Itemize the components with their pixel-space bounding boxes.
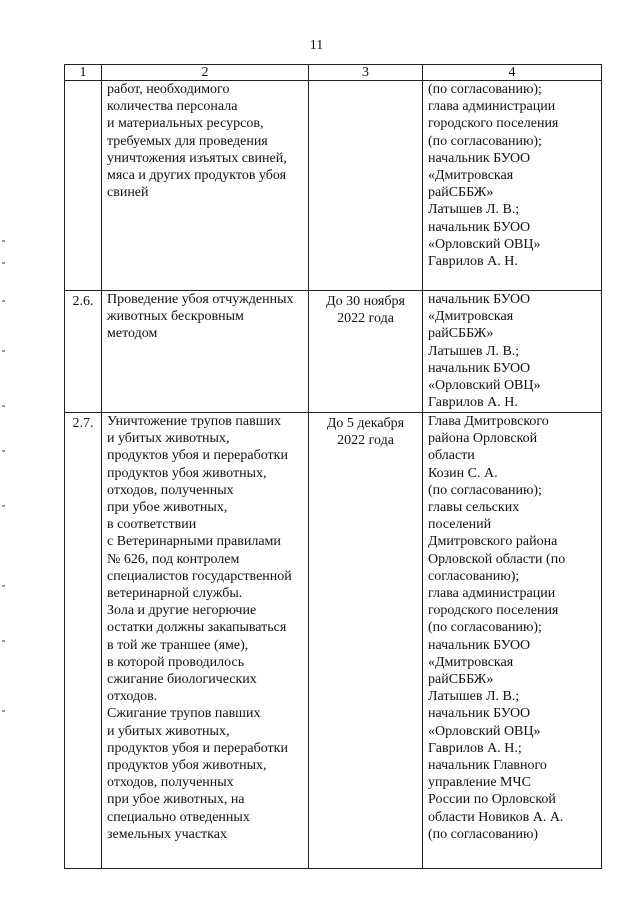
cell-line: «Орловский ОВЦ» — [428, 236, 541, 252]
scan-margin-mark — [2, 710, 5, 712]
cell-line: продуктов убоя и переработки — [107, 740, 288, 756]
cell-line: главы сельских — [428, 500, 520, 516]
cell-line: продуктов убоя и переработки — [107, 448, 288, 464]
cell-line: требуемых для проведения — [107, 133, 268, 149]
cell-line: количества персонала — [107, 99, 238, 115]
cell-line: при убое животных, на — [107, 792, 245, 808]
cell-line: райСББЖ» — [428, 185, 494, 201]
action-cell — [102, 291, 309, 413]
row-number: 2.7. — [65, 413, 102, 869]
cell-line: ветеринарной службы. — [107, 586, 243, 602]
cell-line: (по согласованию) — [428, 826, 539, 842]
cell-line: специально отведенных — [107, 809, 250, 825]
cell-line: Глава Дмитровского — [428, 414, 549, 429]
page-number: 11 — [309, 38, 324, 53]
cell-line: животных бескровным — [107, 309, 244, 325]
cell-line: при убое животных, — [107, 500, 228, 516]
cell-line: начальник БУОО — [428, 637, 531, 653]
cell-line: Проведение убоя отчужденных — [107, 292, 294, 307]
cell-line: земельных участках — [107, 826, 227, 842]
responsible-cell — [423, 413, 602, 869]
cell-line: остатки должны закапываться — [107, 620, 287, 636]
cell-line: Латышев Л. В.; — [428, 689, 520, 705]
cell-line: (по согласованию); — [428, 82, 542, 97]
scan-margin-mark — [2, 262, 5, 264]
cell-line: Зола и другие негорючие — [107, 603, 257, 619]
cell-line: с Ветеринарными правилами — [107, 534, 281, 550]
cell-line: глава администрации — [428, 586, 556, 602]
deadline-cell — [309, 81, 423, 291]
cell-line: продуктов убоя животных, — [107, 465, 267, 481]
cell-line: согласованию); — [428, 568, 520, 584]
cell-line: 2022 года — [337, 311, 394, 327]
scan-margin-mark — [2, 300, 5, 302]
cell-line: райСББЖ» — [428, 672, 494, 688]
action-cell — [102, 413, 309, 869]
cell-line: свиней — [107, 185, 149, 201]
scan-margin-mark — [2, 450, 5, 452]
cell-line: городского поселения — [428, 603, 559, 619]
cell-line: начальник БУОО — [428, 292, 531, 307]
cell-line: района Орловской — [428, 431, 538, 447]
cell-line: сжигание биологических — [107, 672, 257, 688]
cell-line: «Орловский ОВЦ» — [428, 378, 541, 394]
row-number — [65, 81, 102, 291]
cell-line: «Дмитровская — [428, 309, 514, 325]
cell-line: и убитых животных, — [107, 723, 230, 739]
cell-line: отходов. — [107, 689, 158, 705]
cell-line: области Новиков А. А. — [428, 809, 564, 825]
cell-line: городского поселения — [428, 116, 559, 132]
cell-line: в той же траншее (яме), — [107, 637, 249, 653]
cell-line: Латышев Л. В.; — [428, 202, 520, 218]
cell-line: управление МЧС — [428, 775, 531, 791]
cell-line: До 5 декабря — [326, 416, 405, 431]
cell-line: райСББЖ» — [428, 326, 494, 342]
cell-line: методом — [107, 326, 158, 342]
table-row — [65, 291, 602, 413]
table-row — [65, 413, 602, 869]
table-header-row — [65, 65, 602, 81]
cell-line: «Дмитровская — [428, 654, 514, 670]
cell-line: До 30 ноября — [326, 294, 405, 309]
header-col-4: 4 — [423, 65, 602, 81]
row-number: 2.6. — [65, 291, 102, 413]
cell-line: отходов, полученных — [107, 482, 234, 498]
cell-line: Козин С. А. — [428, 465, 498, 481]
responsible-cell — [423, 291, 602, 413]
cell-line: (по согласованию); — [428, 482, 542, 498]
cell-line: Латышев Л. В.; — [428, 343, 520, 359]
cell-line: области — [428, 448, 475, 464]
header-col-2: 2 — [102, 65, 309, 81]
cell-line: «Дмитровская — [428, 168, 514, 184]
cell-line: в которой проводилось — [107, 654, 245, 670]
cell-line: работ, необходимого — [107, 82, 230, 97]
cell-line: Сжигание трупов павших — [107, 706, 261, 722]
scan-margin-mark — [2, 240, 5, 242]
cell-line: № 626, под контролем — [107, 551, 240, 567]
cell-line: Гаврилов А. Н.; — [428, 740, 522, 756]
deadline-cell — [309, 291, 423, 413]
scan-margin-mark — [2, 505, 5, 507]
scan-margin-mark — [2, 350, 5, 352]
action-plan-table — [64, 64, 602, 869]
cell-line: (по согласованию); — [428, 133, 542, 149]
cell-line: поселений — [428, 517, 492, 533]
action-cell — [102, 81, 309, 291]
cell-line: уничтожения изъятых свиней, — [107, 150, 287, 166]
cell-line: отходов, полученных — [107, 775, 234, 791]
scan-margin-mark — [2, 585, 5, 587]
cell-line: «Орловский ОВЦ» — [428, 723, 541, 739]
cell-line: специалистов государственной — [107, 568, 292, 584]
cell-line: Уничтожение трупов павших — [107, 414, 281, 429]
header-col-1: 1 — [65, 65, 102, 81]
cell-line: начальник Главного — [428, 758, 547, 774]
cell-line: продуктов убоя животных, — [107, 758, 267, 774]
cell-line: и убитых животных, — [107, 431, 230, 447]
cell-line: (по согласованию); — [428, 620, 542, 636]
responsible-cell — [423, 81, 602, 291]
deadline-cell — [309, 413, 423, 869]
cell-line: и материальных ресурсов, — [107, 116, 264, 132]
cell-line: в соответствии — [107, 517, 197, 533]
cell-line: 2022 года — [337, 433, 394, 449]
cell-line: Орловской области (по — [428, 551, 566, 567]
cell-line: Гаврилов А. Н. — [428, 395, 518, 411]
cell-line: начальник БУОО — [428, 706, 531, 722]
scan-margin-mark — [2, 405, 5, 407]
table-row — [65, 81, 602, 291]
cell-line: начальник БУОО — [428, 219, 531, 235]
cell-line: начальник БУОО — [428, 360, 531, 376]
cell-line: глава администрации — [428, 99, 556, 115]
cell-line: начальник БУОО — [428, 150, 531, 166]
cell-line: Гаврилов А. Н. — [428, 254, 518, 270]
scan-margin-mark — [2, 640, 5, 642]
cell-line: России по Орловской — [428, 792, 556, 808]
header-col-3: 3 — [309, 65, 423, 81]
cell-line: мяса и других продуктов убоя — [107, 168, 287, 184]
cell-line: Дмитровского района — [428, 534, 558, 550]
